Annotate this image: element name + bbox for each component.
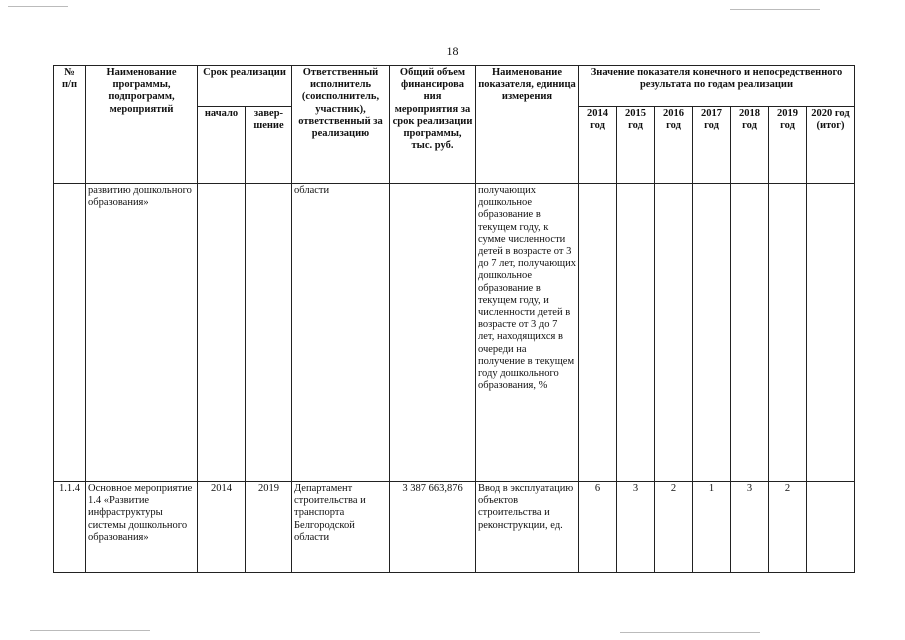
header-values-title: Значение показателя конечного и непосредственного результата по годам реализации bbox=[579, 66, 855, 107]
row-value-2017 bbox=[693, 184, 731, 482]
header-name: Наименование программы, подпрограмм, мероприятий bbox=[86, 66, 198, 184]
scan-speck bbox=[8, 6, 68, 7]
header-num: № п/п bbox=[54, 66, 86, 184]
row-value-2015: 3 bbox=[617, 482, 655, 573]
row-start: 2014 bbox=[198, 482, 246, 573]
row-value-2014 bbox=[579, 184, 617, 482]
row-value-2014: 6 bbox=[579, 482, 617, 573]
row-value-2016: 2 bbox=[655, 482, 693, 573]
row-value-2018 bbox=[731, 184, 769, 482]
header-financing: Общий объем финансирова ния мероприятия за срок реализации программы, тыс. руб. bbox=[390, 66, 476, 184]
header-period-start: начало bbox=[198, 107, 246, 184]
row-value-2020 bbox=[807, 482, 855, 573]
scan-speck bbox=[30, 630, 150, 631]
table-row bbox=[54, 482, 855, 573]
row-num bbox=[54, 184, 86, 482]
row-value-2019 bbox=[769, 184, 807, 482]
row-end: 2019 bbox=[246, 482, 292, 573]
scan-speck bbox=[730, 9, 820, 10]
row-financing: 3 387 663,876 bbox=[390, 482, 476, 573]
program-table bbox=[53, 65, 855, 573]
header-year-2017: 2017 год bbox=[693, 107, 731, 184]
scan-speck bbox=[620, 632, 760, 633]
header-responsible: Ответственный исполнитель (соисполнитель, участник), ответственный за реализацию bbox=[292, 66, 390, 184]
row-value-2015 bbox=[617, 184, 655, 482]
row-end bbox=[246, 184, 292, 482]
row-responsible: области bbox=[292, 184, 390, 482]
row-financing bbox=[390, 184, 476, 482]
header-year-2020: 2020 год (итог) bbox=[807, 107, 855, 184]
row-value-2017: 1 bbox=[693, 482, 731, 573]
row-value-2016 bbox=[655, 184, 693, 482]
row-value-2019: 2 bbox=[769, 482, 807, 573]
table-row bbox=[54, 184, 855, 482]
header-year-2018: 2018 год bbox=[731, 107, 769, 184]
row-name: развитию дошкольного образования» bbox=[86, 184, 198, 482]
row-value-2020 bbox=[807, 184, 855, 482]
header-year-2019: 2019 год bbox=[769, 107, 807, 184]
header-year-2015: 2015 год bbox=[617, 107, 655, 184]
row-indicator: Ввод в эксплуатацию объектов строительства и реконструкции, ед. bbox=[476, 482, 579, 573]
row-value-2018: 3 bbox=[731, 482, 769, 573]
header-indicator: Наименование показателя, единица измерения bbox=[476, 66, 579, 184]
row-indicator: получающих дошкольное образование в текущем году, к сумме численности детей в возрасте от 3 до 7 лет, получающих дошкольное образование в текущем году, и численности детей в возрасте от 3 до 7 лет, находящихся в очереди на получение в текущем году дошкольного образования, % bbox=[476, 184, 579, 482]
page-number: 18 bbox=[446, 44, 459, 58]
header-period: Срок реализации bbox=[198, 66, 292, 107]
header-period-end: завер-шение bbox=[246, 107, 292, 184]
row-num: 1.1.4 bbox=[54, 482, 86, 573]
header-year-2016: 2016 год bbox=[655, 107, 693, 184]
header-year-2014: 2014 год bbox=[579, 107, 617, 184]
row-responsible: Департамент строительства и транспорта Белгородской области bbox=[292, 482, 390, 573]
row-name: Основное мероприятие 1.4 «Развитие инфраструктуры системы дошкольного образования» bbox=[86, 482, 198, 573]
row-start bbox=[198, 184, 246, 482]
